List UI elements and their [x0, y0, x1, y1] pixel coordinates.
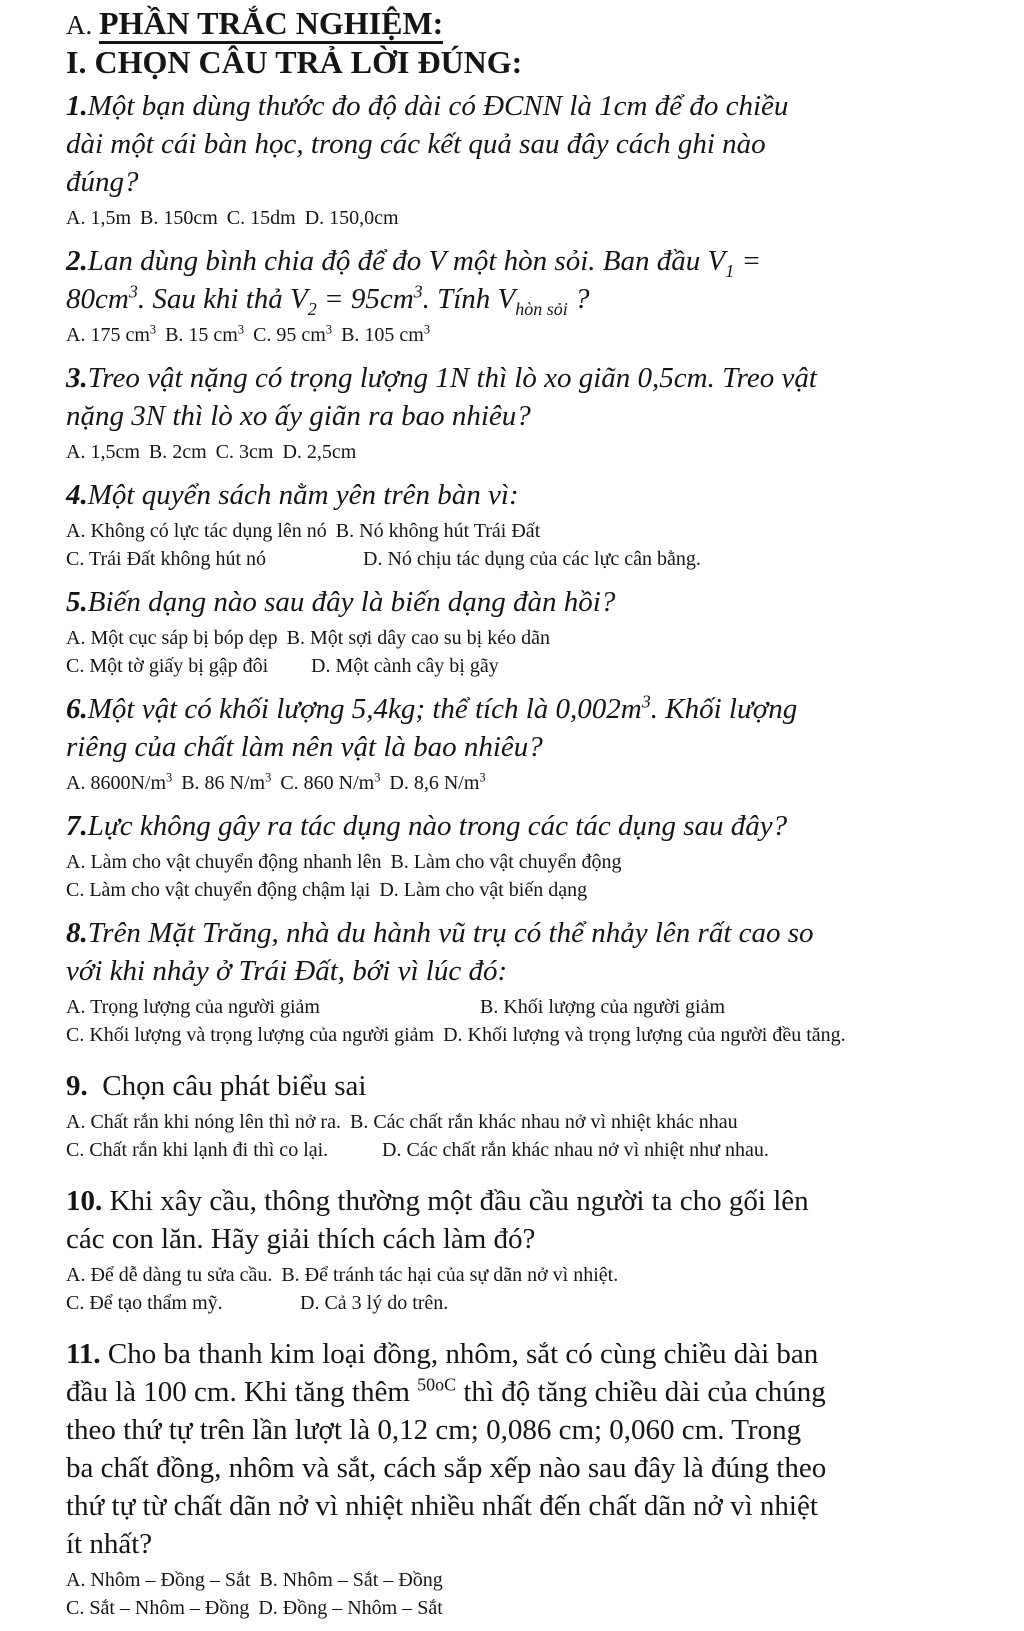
question-number: 9.	[66, 1070, 88, 1102]
answer-options	[66, 204, 976, 232]
option-row	[66, 1261, 976, 1289]
option-a: A. Nhôm – Đồng – Sắt	[66, 1569, 251, 1591]
option-row	[66, 1594, 976, 1622]
question-line: dài một cái bàn học, trong các kết quả sau đây cách ghi nào	[66, 128, 766, 160]
question-text	[66, 359, 976, 435]
option-a: A. 1,5cm	[66, 441, 140, 463]
question-line: Treo vật nặng có trọng lượng 1N thì lò xo giãn 0,5cm. Treo vật	[87, 362, 817, 394]
question-9	[66, 1067, 976, 1164]
option-row	[66, 1566, 976, 1594]
question-number: 8.	[66, 917, 88, 949]
option-d: D. Cả 3 lý do trên.	[300, 1292, 449, 1314]
section-heading	[66, 5, 976, 44]
option-c: C. 860 $N/m^3$	[280, 770, 381, 794]
answer-options	[66, 321, 976, 349]
question-line: Một quyển sách nằm yên trên bàn vì:	[87, 479, 519, 511]
question-line: ba chất đồng, nhôm và sắt, cách sắp xếp nào sau đây là đúng theo	[66, 1452, 827, 1484]
option-row	[66, 624, 976, 652]
question-1	[66, 87, 976, 232]
question-text	[66, 1335, 976, 1563]
answer-options	[66, 1566, 976, 1622]
question-text	[66, 87, 976, 201]
option-a: A. Để dễ dàng tu sửa cầu.	[66, 1264, 273, 1286]
question-11	[66, 1335, 976, 1622]
option-d: D. 150,0cm	[304, 207, 399, 229]
option-c: C. Trái Đất không hút nó	[66, 548, 267, 570]
section-prefix: A.	[66, 10, 99, 40]
option-c: C. Để tạo thẩm mỹ.	[66, 1292, 223, 1314]
question-number: 7.	[66, 810, 88, 842]
question-number: 4.	[66, 479, 88, 511]
question-2	[66, 242, 976, 349]
question-number: 6.	[66, 693, 88, 725]
option-c: C. Chất rắn khi lạnh đi thì co lại.	[66, 1139, 329, 1161]
question-line: đầu là 100 cm. Khi tăng thêm $^{50oC}$ thì độ tăng chiều dài của chúng	[66, 1374, 826, 1408]
option-d: D. Một cành cây bị gãy	[311, 655, 499, 677]
question-number: 3.	[66, 362, 88, 394]
question-line: Chọn câu phát biểu sai	[87, 1070, 367, 1102]
option-c: C. Sắt – Nhôm – Đồng	[66, 1597, 250, 1619]
question-line: các con lăn. Hãy giải thích cách làm đó?	[66, 1223, 536, 1255]
option-d: D. Đồng – Nhôm – Sắt	[258, 1597, 443, 1619]
option-b: B. Các chất rắn khác nhau nở vì nhiệt khác nhau	[349, 1111, 738, 1133]
question-line: theo thứ tự trên lần lượt là 0,12 cm; 0,086 cm; 0,060 cm. Trong	[66, 1414, 802, 1446]
option-a: A. Chất rắn khi nóng lên thì nở ra.	[66, 1111, 341, 1133]
question-line: Lực không gây ra tác dụng nào trong các tác dụng sau đây?	[87, 810, 788, 842]
question-number: 10.	[66, 1185, 103, 1217]
question-4	[66, 476, 976, 573]
question-5	[66, 583, 976, 680]
question-text	[66, 807, 976, 845]
option-row	[66, 652, 976, 680]
question-number: 2.	[66, 245, 88, 277]
question-line: riêng của chất làm nên vật là bao nhiêu?	[66, 731, 543, 763]
question-6	[66, 690, 976, 797]
option-row	[66, 517, 976, 545]
option-b: B. Nó không hút Trái Đất	[335, 520, 541, 542]
option-b: B. Một sợi dây cao su bị kéo dãn	[286, 627, 550, 649]
option-row	[66, 204, 976, 232]
option-c: C. Một tờ giấy bị gập đôi	[66, 655, 269, 677]
question-text	[66, 914, 976, 990]
option-row	[66, 1021, 976, 1049]
option-row	[66, 876, 976, 904]
option-d: D. Nó chịu tác dụng của các lực cân bằng.	[363, 548, 701, 570]
answer-options	[66, 517, 976, 573]
question-number: 1.	[66, 90, 88, 122]
question-line: Trên Mặt Trăng, nhà du hành vũ trụ có thể nhảy lên rất cao so	[87, 917, 814, 949]
question-number: 5.	[66, 586, 88, 618]
question-list	[66, 87, 976, 1622]
option-row	[66, 545, 976, 573]
question-text	[66, 583, 976, 621]
option-row	[66, 321, 976, 349]
option-c: C. 3cm	[215, 441, 274, 463]
question-3	[66, 359, 976, 466]
subsection-heading: I. CHỌN CÂU TRẢ LỜI ĐÚNG:	[66, 44, 523, 80]
option-a: A. Một cục sáp bị bóp dẹp	[66, 627, 278, 649]
question-text	[66, 476, 976, 514]
option-b: B. 2cm	[148, 441, 207, 463]
question-line: nặng 3N thì lò xo ấy giãn ra bao nhiêu?	[66, 400, 531, 432]
option-a: A. $8600N/m^3$	[66, 770, 173, 794]
question-8	[66, 914, 976, 1049]
question-text	[66, 690, 976, 766]
answer-options	[66, 769, 976, 797]
question-line: Biến dạng nào sau đây là biến dạng đàn hồi?	[87, 586, 616, 618]
option-c: C. Làm cho vật chuyển động chậm lại	[66, 879, 371, 901]
option-b: B. Làm cho vật chuyển động	[390, 851, 622, 873]
question-line: Một bạn dùng thước đo độ dài có ĐCNN là 1cm để đo chiều	[87, 90, 789, 122]
question-number: 11.	[66, 1338, 101, 1370]
option-b: B. 105 $cm^3$	[341, 322, 431, 346]
question-line: Lan dùng bình chia độ để đo V một hòn sỏi. Ban đầu $V_1$ =	[87, 245, 762, 281]
option-a: A. 175 $cm^3$	[66, 322, 157, 346]
question-10	[66, 1182, 976, 1317]
option-d: D. Các chất rắn khác nhau nở vì nhiệt như nhau.	[382, 1139, 769, 1161]
option-row	[66, 848, 976, 876]
option-a: A. Không có lực tác dụng lên nó	[66, 520, 327, 542]
option-c: C. 95 $cm^3$	[253, 322, 333, 346]
section-title: PHẦN TRẮC NGHIỆM:	[99, 5, 443, 44]
question-text	[66, 242, 976, 318]
question-text	[66, 1182, 976, 1258]
option-row	[66, 993, 976, 1021]
answer-options	[66, 993, 976, 1049]
question-line: $80cm^3$. Sau khi thả $V_2 = 95cm^3$. Tính $V_{hòn sỏi}$ ?	[66, 281, 590, 319]
question-line: thứ tự từ chất dãn nở vì nhiệt nhiều nhất đến chất dãn nở vì nhiệt	[66, 1490, 818, 1522]
question-line: ít nhất?	[66, 1528, 153, 1560]
question-line: Cho ba thanh kim loại đồng, nhôm, sắt có cùng chiều dài ban	[100, 1338, 819, 1370]
option-d: D. 2,5cm	[282, 441, 357, 463]
option-b: B. Để tránh tác hại của sự dãn nở vì nhiệt.	[281, 1264, 619, 1286]
question-line: Khi xây cầu, thông thường một đầu cầu người ta cho gối lên	[102, 1185, 809, 1217]
answer-options	[66, 438, 976, 466]
option-a: A. 1,5m	[66, 207, 131, 229]
question-text	[66, 1067, 976, 1105]
option-row	[66, 1289, 976, 1317]
option-d: D. Khối lượng và trọng lượng của người đều tăng.	[443, 1024, 846, 1046]
question-line: đúng?	[66, 166, 139, 198]
option-b: B. 86 $N/m^3$	[181, 770, 272, 794]
option-b: B. Khối lượng của người giảm	[480, 996, 726, 1018]
question-7	[66, 807, 976, 904]
option-b: B. 150cm	[140, 207, 218, 229]
option-row	[66, 769, 976, 797]
option-a: A. Trọng lượng của người giảm	[66, 996, 320, 1018]
option-row	[66, 1136, 976, 1164]
answer-options	[66, 1108, 976, 1164]
option-b: B. Nhôm – Sắt – Đồng	[259, 1569, 443, 1591]
answer-options	[66, 624, 976, 680]
option-row	[66, 438, 976, 466]
option-a: A. Làm cho vật chuyển động nhanh lên	[66, 851, 382, 873]
option-c: C. Khối lượng và trọng lượng của người giảm	[66, 1024, 435, 1046]
answer-options	[66, 848, 976, 904]
option-row	[66, 1108, 976, 1136]
answer-options	[66, 1261, 976, 1317]
question-line: với khi nhảy ở Trái Đất, bới vì lúc đó:	[66, 955, 508, 987]
option-d: D. Làm cho vật biến dạng	[379, 879, 588, 901]
option-c: C. 15dm	[226, 207, 296, 229]
question-line: Một vật có khối lượng 5,4kg; thể tích là $0,002m^3$. Khối lượng	[87, 691, 798, 725]
option-d: D. 8,6 $N/m^3$	[389, 770, 486, 794]
option-b: B. 15 $cm^3$	[165, 322, 245, 346]
